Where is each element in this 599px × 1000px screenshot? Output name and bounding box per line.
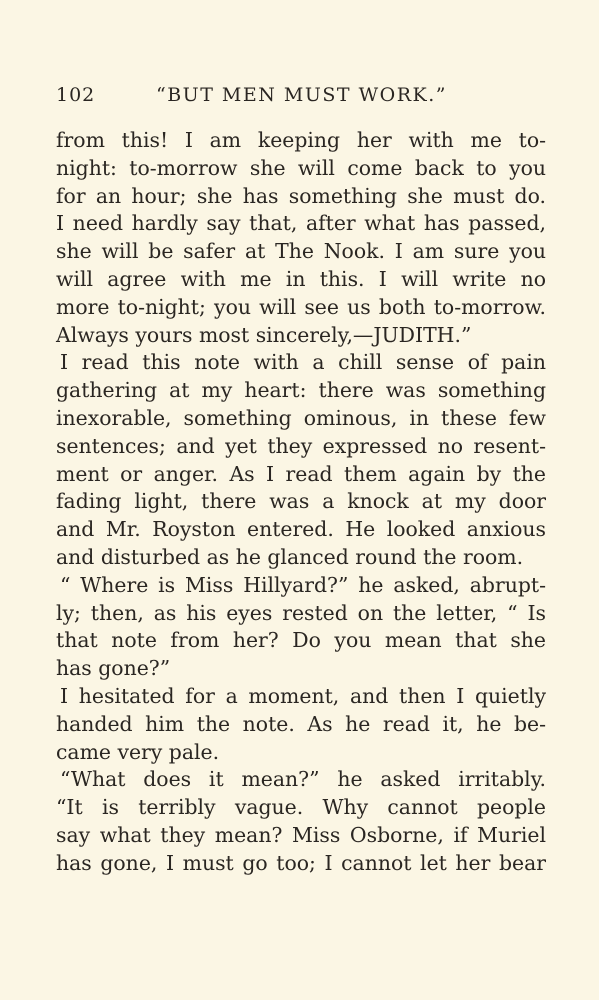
- text-line: has gone?”: [56, 656, 171, 681]
- text-line: ly; then, as his eyes rested on the letter, “ Is: [56, 600, 546, 625]
- text-line: fading light, there was a knock at my door: [56, 489, 546, 514]
- text-line: “It is terribly vague. Why cannot people: [56, 795, 546, 820]
- text-line: and disturbed as he glanced round the room.: [56, 544, 524, 569]
- text-line: sentences; and yet they expressed no resent-: [56, 433, 546, 458]
- text-line: inexorable, something ominous, in these few: [56, 405, 546, 430]
- text-line: I need hardly say that, after what has passed,: [56, 211, 546, 236]
- text-line: more to-night; you will see us both to-morrow.: [56, 294, 546, 319]
- text-line: night: to-morrow she will come back to you: [56, 155, 546, 180]
- text-line: for an hour; she has something she must do.: [56, 183, 546, 208]
- text-line: she will be safer at The Nook. I am sure you: [56, 239, 546, 264]
- text-line: that note from her? Do you mean that she: [56, 628, 546, 653]
- page-number: 102: [56, 84, 96, 106]
- text-line: say what they mean? Miss Osborne, if Muriel: [56, 822, 546, 847]
- text-line: I read this note with a chill sense of pain: [60, 350, 546, 375]
- text-line: will agree with me in this. I will write no: [56, 266, 546, 291]
- text-line: “What does it mean?” he asked irritably.: [60, 767, 546, 792]
- text-line: and Mr. Royston entered. He looked anxious: [56, 517, 546, 542]
- text-line: came very pale.: [56, 739, 220, 764]
- text-line: has gone, I must go too; I cannot let her bear: [56, 850, 546, 875]
- text-line: from this! I am keeping her with me to-: [56, 128, 546, 152]
- running-title: “BUT MEN MUST WORK.”: [156, 84, 447, 106]
- text-line: gathering at my heart: there was something: [56, 378, 546, 403]
- body-text: [56, 127, 546, 878]
- text-line: “ Where is Miss Hillyard?” he asked, abrupt-: [60, 572, 546, 597]
- page-header: [56, 84, 546, 114]
- text-line: ment or anger. As I read them again by the: [56, 461, 546, 486]
- text-line: Always yours most sincerely,—JUDITH.”: [56, 322, 472, 347]
- text-line: I hesitated for a moment, and then I quietly: [60, 683, 546, 708]
- text-line: handed him the note. As he read it, he be-: [56, 711, 546, 736]
